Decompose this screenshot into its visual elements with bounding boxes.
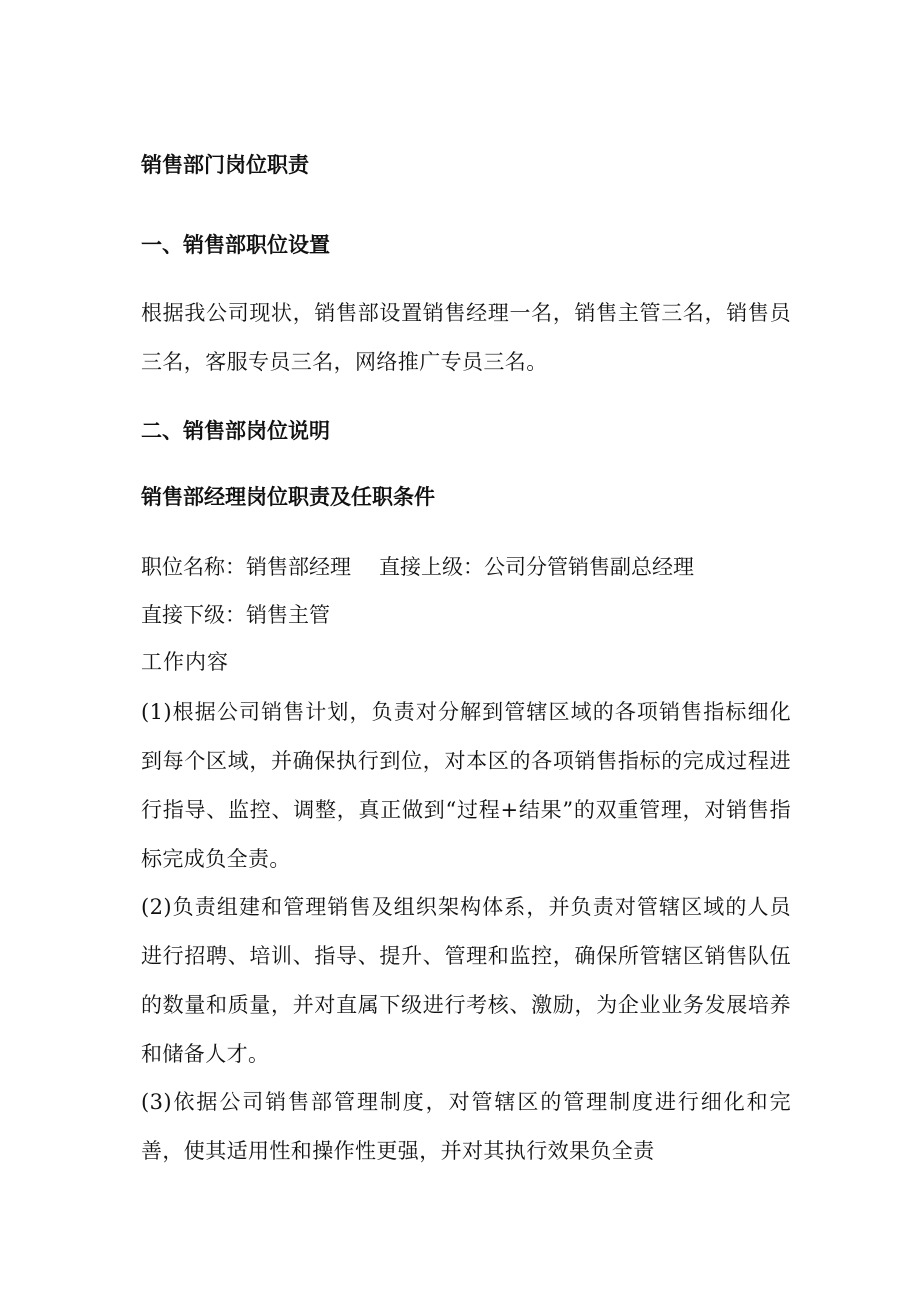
position-info-line (141, 552, 791, 582)
section-intro-paragraph: 根据我公司现状，销售部设置销售经理一名，销售主管三名，销售员三名，客服专员三名，网络推广专员三名。 (141, 301, 791, 374)
work-content-heading: 工作内容 (141, 650, 229, 674)
duty-paragraph-3: (3)依据公司销售部管理制度，对管辖区的管理制度进行细化和完善，使其适用性和操作性更强，并对其执行效果负全责 (141, 1090, 791, 1163)
document-title: 销售部门岗位职责 (141, 153, 309, 177)
subheading-manager-duties: 销售部经理岗位职责及任职条件 (141, 485, 435, 509)
duty-paragraph-2: (2)负责组建和管理销售及组织架构体系，并负责对管辖区域的人员进行招聘、培训、指导、提升、管理和监控，确保所管辖区销售队伍的数量和质量，并对直属下级进行考核、激励，为企业业务发展培养和储备人才。 (141, 895, 791, 1066)
section-heading-position-setup: 一、销售部职位设置 (141, 233, 330, 257)
direct-subordinate: 直接下级：销售主管 (141, 603, 330, 627)
duty-paragraph-1: (1)根据公司销售计划，负责对分解到管辖区域的各项销售指标细化到每个区域，并确保执行到位，对本区的各项销售指标的完成过程进行指导、监控、调整，真正做到“过程+结果”的双重管理，对销售指标完成负全责。 (141, 700, 791, 871)
position-name: 职位名称：销售部经理 (141, 555, 351, 579)
section-heading-position-description: 二、销售部岗位说明 (141, 419, 330, 443)
direct-superior: 直接上级：公司分管销售副总经理 (379, 555, 694, 579)
